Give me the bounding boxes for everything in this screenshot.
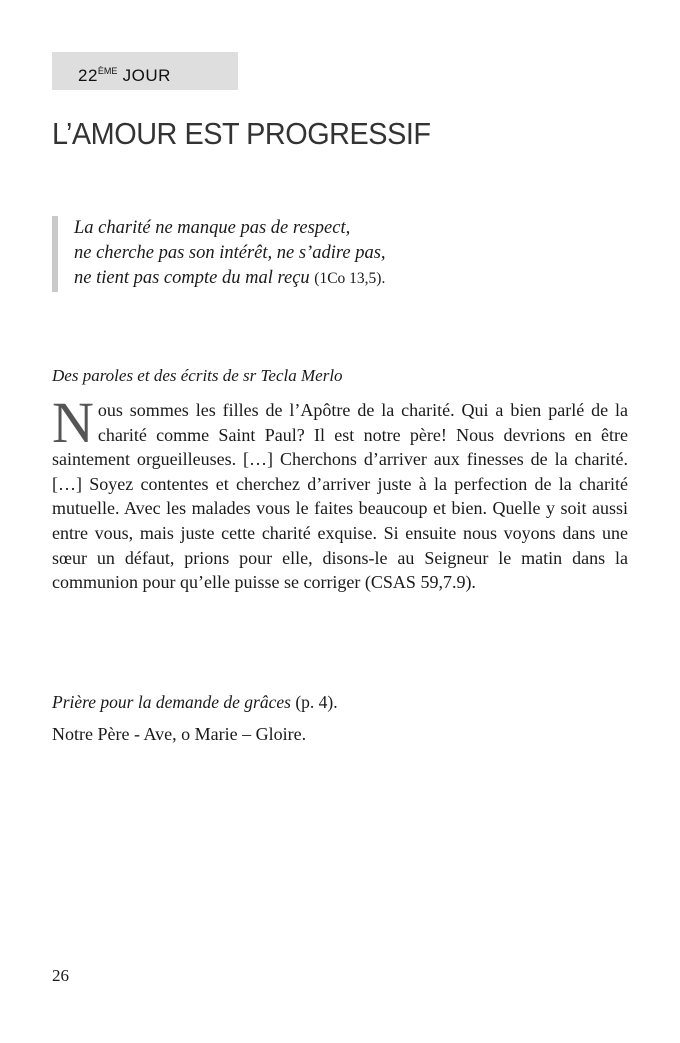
body-paragraph [52,390,628,595]
day-label [52,52,238,90]
prayer-line [52,692,338,713]
quote-bar [52,216,58,292]
body-text: ous sommes les filles de l’Apôtre de la charité. Qui a bien parlé de la charité comme Saint Paul? Il est notre père! Nous devrions en être saintement orgueilleuses. […] Cherchons d’arriver aux finesses de la charité. […] Soyez contentes et cherchez d’arriver juste à la perfection de la charité mutuelle. Avec les malades vous le faites beaucoup et bien. Quelle y soit aussi entre vous, mais juste cette charité exquise. Si ensuite nous voyons dans une sœur un défaut, prions pour elle, disons-le au Seigneur le matin dans la communion pour qu’elle puisse se corriger (CSAS 59,7.9). [52,400,628,593]
drop-cap: N [52,390,94,455]
page-title: L’AMOUR EST PROGRESSIF [52,116,431,151]
quote-line-2: ne cherche pas son intérêt, ne s’adire pas, [74,243,386,263]
quote-line-1: La charité ne manque pas de respect, [74,218,351,238]
prayer-label: Prière pour la demande de grâces [52,692,291,712]
quote-line-3 [74,266,634,291]
quote-reference: (1Co 13,5). [314,270,386,287]
prayer-list: Notre Père - Ave, o Marie – Gloire. [52,724,307,744]
bible-quote [74,216,634,291]
prayer-ref: (p. 4). [290,692,338,712]
day-word: JOUR [122,66,171,85]
quote-line-3-text: ne tient pas compte du mal reçu [74,268,310,288]
page-number: 26 [52,966,69,985]
source-heading: Des paroles et des écrits de sr Tecla Merlo [52,366,343,385]
day-number: 22 [78,66,98,85]
day-suffix: ÈME [97,66,118,76]
